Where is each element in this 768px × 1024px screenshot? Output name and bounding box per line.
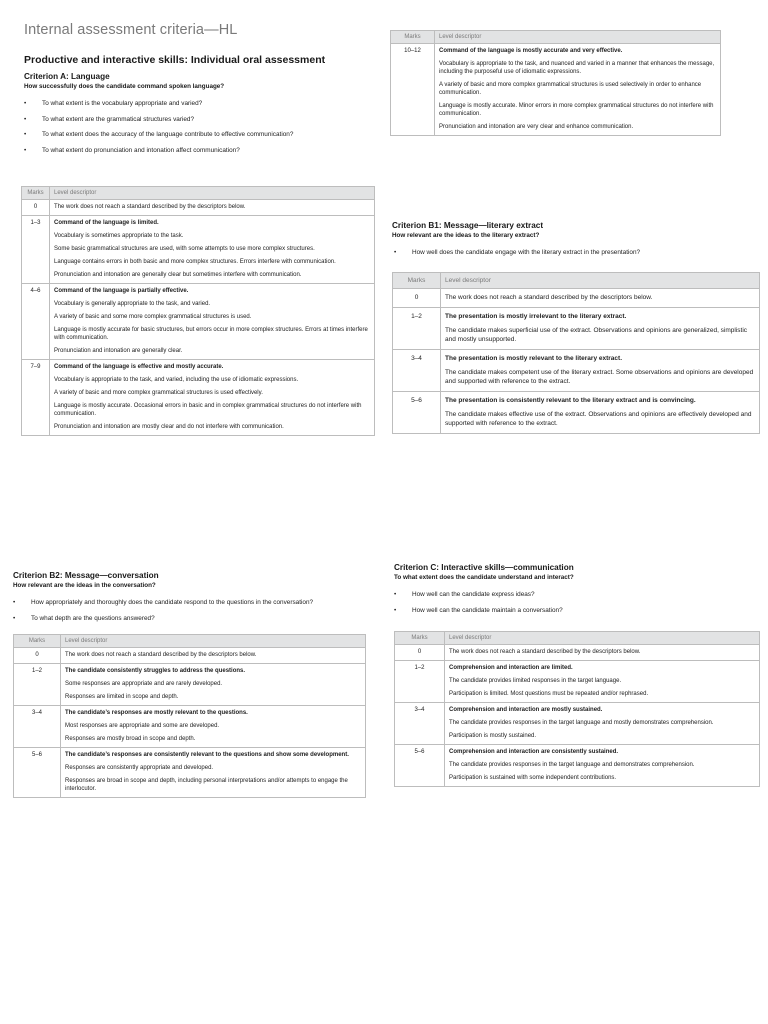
page-title: Internal assessment criteria—HL [24,22,238,38]
table-header-row [14,635,366,648]
descriptor-heading: Comprehension and interaction are mostly sustained. [449,707,603,713]
descriptor-cell [441,289,760,308]
descriptor-heading: The presentation is mostly irrelevant to the literary extract. [445,313,627,320]
table-row [22,360,375,436]
marks-column-header: Marks [391,31,435,44]
descriptor-text: Pronunciation and intonation are very clear and enhance communication. [439,124,634,130]
descriptor-text: The work does not reach a standard described by the descriptors below. [65,652,257,658]
table-row [14,748,366,798]
marks-cell: 1–2 [14,664,61,706]
descriptor-cell [61,748,366,798]
header-block [24,22,364,161]
descriptor-cell [61,664,366,706]
criterion-a-table-continued [390,30,720,136]
criterion-c-question: To what extent does the candidate understand and interact? [394,574,574,581]
descriptor-heading: The candidate’s responses are mostly relevant to the questions. [65,710,248,716]
marks-cell: 1–3 [22,216,50,284]
criterion-a-table [21,186,374,436]
descriptor-text: The candidate makes competent use of the literary extract. Some observations and opinions are developed and supported with reference to the extract. [445,369,754,385]
list-item: • To what extent is the vocabulary appropriate and varied? [24,99,364,108]
descriptor-text: Vocabulary is sometimes appropriate to the task. [54,233,184,239]
descriptor-cell [441,350,760,392]
descriptor-heading: Command of the language is partially effective. [54,288,189,294]
descriptor-cell [61,706,366,748]
descriptor-text: Vocabulary is generally appropriate to the task, and varied. [54,301,211,307]
criterion-b1-table [392,272,759,434]
descriptor-column-header: Level descriptor [441,273,760,289]
descriptor-cell [445,745,760,787]
criterion-a-bullets [24,99,364,155]
descriptor-text: Most responses are appropriate and some are developed. [65,723,220,729]
descriptor-text: The work does not reach a standard described by the descriptors below. [449,649,641,655]
table-row [22,200,375,216]
descriptor-heading: Command of the language is mostly accurate and very effective. [439,48,623,54]
descriptor-cell [50,216,375,284]
descriptor-text: Vocabulary is appropriate to the task, and varied, including the use of idiomatic expressions. [54,377,299,383]
descriptor-text: Language is mostly accurate. Minor errors in more complex grammatical structures do not interfere with communication. [439,103,714,117]
descriptor-column-header: Level descriptor [61,635,366,648]
descriptor-text: Pronunciation and intonation are generally clear. [54,348,183,354]
criterion-b2-title: Criterion B2: Message—conversation [13,571,159,580]
descriptor-text: The candidate provides limited responses in the target language. [449,678,622,684]
list-item: • To what extent are the grammatical structures varied? [24,115,364,124]
criterion-b1-question: How relevant are the ideas to the literary extract? [392,232,540,239]
list-item: • To what extent do pronunciation and intonation affect communication? [24,146,364,155]
descriptor-cell [445,703,760,745]
descriptor-text: The candidate provides responses in the target language and demonstrates comprehension. [449,762,695,768]
list-item: • How well can the candidate maintain a conversation? [394,606,754,615]
table-header-row [393,273,760,289]
descriptor-cell [50,360,375,436]
table-header-row [395,632,760,645]
descriptor-cell [61,648,366,664]
marks-cell: 1–2 [393,308,441,350]
criterion-b2-table [13,634,365,798]
table-row [22,284,375,360]
descriptor-cell [445,645,760,661]
descriptor-heading: Comprehension and interaction are consistently sustained. [449,749,619,755]
rubric-table [13,634,366,798]
list-item: • How well can the candidate express ideas? [394,590,754,599]
table-header-row [22,187,375,200]
descriptor-text: Participation is mostly sustained. [449,733,537,739]
list-item: • To what extent does the accuracy of the language contribute to effective communication? [24,130,364,139]
table-row [395,703,760,745]
criterion-c-header [394,563,754,621]
list-item: • To what depth are the questions answered? [13,614,373,623]
marks-cell: 3–4 [395,703,445,745]
list-item: • How well does the candidate engage with the literary extract in the presentation? [394,248,732,257]
descriptor-cell [441,392,760,434]
marks-cell: 0 [393,289,441,308]
criterion-c-title: Criterion C: Interactive skills—communication [394,563,574,572]
table-row [14,664,366,706]
table-row [14,648,366,664]
rubric-table [394,631,760,787]
criterion-c-table [394,631,759,787]
marks-cell: 1–2 [395,661,445,703]
table-row [393,308,760,350]
marks-cell: 10–12 [391,44,435,136]
criterion-b1-title: Criterion B1: Message—literary extract [392,221,544,230]
marks-cell: 7–9 [22,360,50,436]
table-row [393,350,760,392]
descriptor-text: Language is mostly accurate. Occasional errors in basic and in complex grammatical structures do not interfere with communication. [54,403,362,417]
section-title: Productive and interactive skills: Individual oral assessment [24,54,326,66]
marks-cell: 0 [22,200,50,216]
marks-cell: 3–4 [393,350,441,392]
marks-cell: 4–6 [22,284,50,360]
table-row [14,706,366,748]
table-header-row [391,31,721,44]
descriptor-text: Participation is sustained with some independent contributions. [449,775,617,781]
descriptor-text: Responses are mostly broad in scope and depth. [65,736,196,742]
descriptor-cell [435,44,721,136]
marks-column-header: Marks [22,187,50,200]
table-row [395,645,760,661]
descriptor-text: The work does not reach a standard described by the descriptors below. [445,294,653,301]
descriptor-cell [445,661,760,703]
descriptor-text: Some basic grammatical structures are used, with some attempts to use more complex structures. [54,246,315,252]
descriptor-cell [50,200,375,216]
marks-column-header: Marks [14,635,61,648]
descriptor-heading: The candidate consistently struggles to address the questions. [65,668,246,674]
table-row [395,661,760,703]
descriptor-heading: Command of the language is limited. [54,220,159,226]
descriptor-text: A variety of basic and some more complex grammatical structures is used. [54,314,252,320]
table-row [391,44,721,136]
marks-cell: 5–6 [14,748,61,798]
descriptor-column-header: Level descriptor [445,632,760,645]
criterion-b1-header [392,221,732,264]
list-item: • How appropriately and thoroughly does the candidate respond to the questions in the conversation? [13,598,373,607]
marks-cell: 5–6 [393,392,441,434]
rubric-table [390,30,721,136]
descriptor-text: Some responses are appropriate and are rarely developed. [65,681,223,687]
descriptor-text: Language contains errors in both basic and more complex structures. Errors interfere with communication. [54,259,336,265]
descriptor-text: The candidate makes effective use of the extract. Observations and opinions are effectively developed and supported with reference to the extract. [445,411,752,427]
descriptor-text: Participation is limited. Most questions must be repeated and/or rephrased. [449,691,649,697]
table-row [395,745,760,787]
descriptor-heading: The presentation is consistently relevant to the literary extract and is convincing. [445,397,696,404]
descriptor-text: Language is mostly accurate for basic structures, but errors occur in more complex structures. Errors at times interfere with communication. [54,327,368,341]
rubric-table [21,186,375,436]
descriptor-cell [50,284,375,360]
descriptor-column-header: Level descriptor [50,187,375,200]
descriptor-text: The candidate provides responses in the target language and mostly demonstrates comprehension. [449,720,714,726]
descriptor-text: Responses are broad in scope and depth, including personal interpretations and/or attempts to engage the interlocutor. [65,778,348,792]
table-row [393,392,760,434]
criterion-b2-bullets [13,598,373,623]
criterion-b2-header [13,571,373,629]
descriptor-text: Responses are consistently appropriate and developed. [65,765,214,771]
marks-column-header: Marks [395,632,445,645]
criterion-a-title: Criterion A: Language [24,72,110,81]
marks-cell: 0 [14,648,61,664]
descriptor-text: The work does not reach a standard described by the descriptors below. [54,204,246,210]
table-row [393,289,760,308]
criterion-b1-bullets [392,248,732,257]
descriptor-cell [441,308,760,350]
descriptor-text: Responses are limited in scope and depth. [65,694,179,700]
descriptor-text: The candidate makes superficial use of the extract. Observations and opinions are generalized, simplistic and mostly unsupported. [445,327,748,343]
rubric-table [392,272,760,434]
marks-cell: 0 [395,645,445,661]
descriptor-heading: Command of the language is effective and mostly accurate. [54,364,224,370]
descriptor-text: A variety of basic and more complex grammatical structures is used effectively. [54,390,263,396]
descriptor-heading: Comprehension and interaction are limited. [449,665,573,671]
descriptor-column-header: Level descriptor [435,31,721,44]
criterion-c-bullets [394,590,754,615]
descriptor-text: A variety of basic and more complex grammatical structures is used selectively in order to enhance communication. [439,82,702,96]
descriptor-heading: The presentation is mostly relevant to the literary extract. [445,355,623,362]
marks-column-header: Marks [393,273,441,289]
criterion-a-question: How successfully does the candidate command spoken language? [24,83,225,90]
table-row [22,216,375,284]
descriptor-text: Pronunciation and intonation are generally clear but sometimes interfere with communication. [54,272,302,278]
descriptor-text: Vocabulary is appropriate to the task, and nuanced and varied in a manner that enhances the message, including the purposeful use of idiomatic expressions. [439,61,715,75]
criterion-b2-question: How relevant are the ideas in the conversation? [13,582,156,589]
marks-cell: 3–4 [14,706,61,748]
descriptor-heading: The candidate’s responses are consistently relevant to the questions and show some development. [65,752,349,758]
descriptor-text: Pronunciation and intonation are mostly clear and do not interfere with communication. [54,424,284,430]
marks-cell: 5–6 [395,745,445,787]
